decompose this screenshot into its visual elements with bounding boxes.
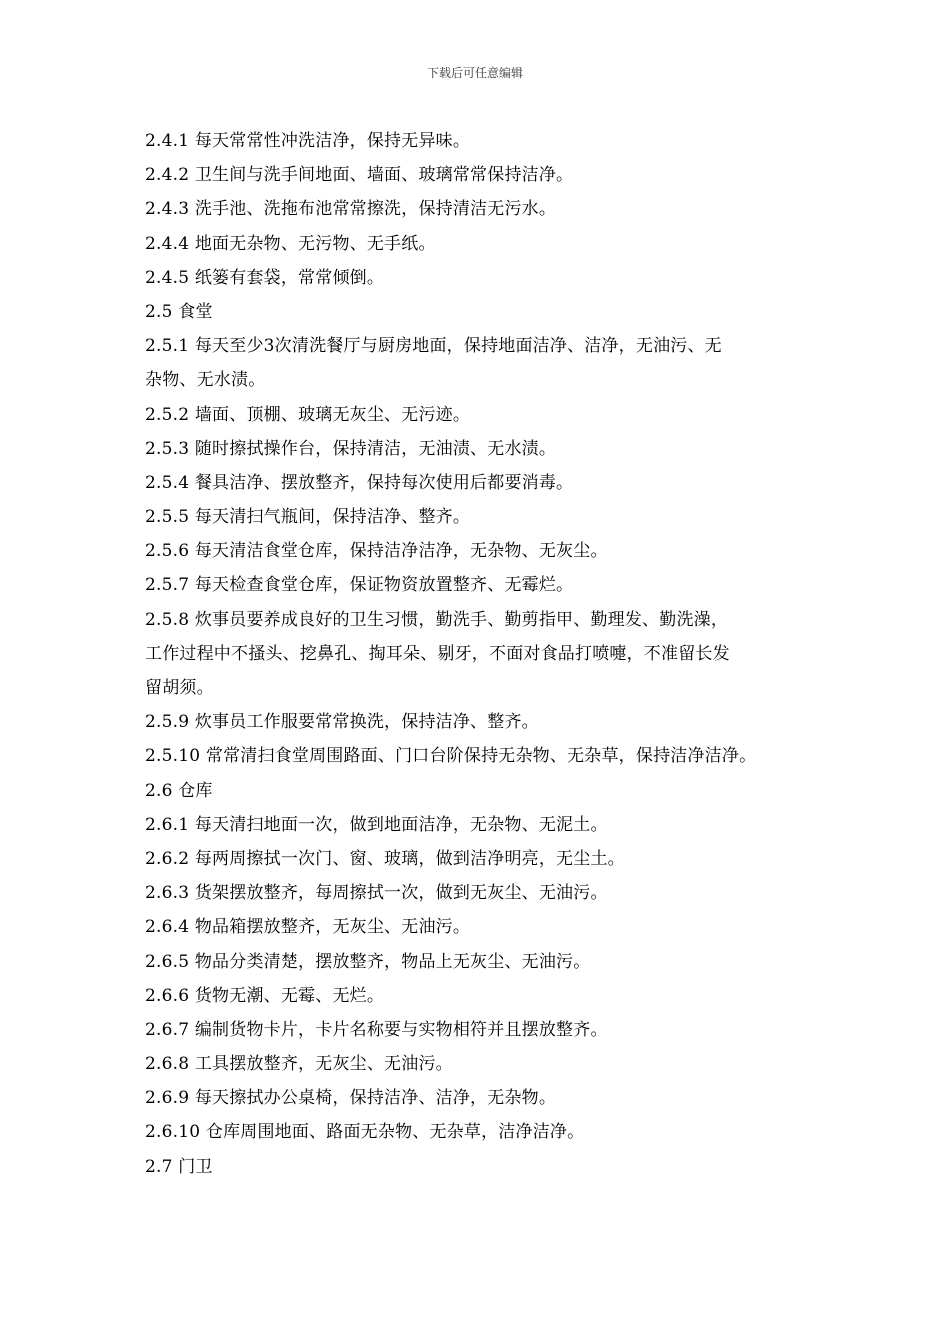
- text-line: 2.6.7 编制货物卡片，卡片名称要与实物相符并且摆放整齐。: [145, 1019, 608, 1040]
- text-line: 2.4.4 地面无杂物、无污物、无手纸。: [145, 233, 436, 254]
- document-body: [145, 124, 825, 1184]
- text-line: 2.4.2 卫生间与洗手间地面、墙面、玻璃常常保持洁净。: [145, 165, 574, 186]
- text-line: 2.5.4 餐具洁净、摆放整齐，保持每次使用后都要消毒。: [145, 472, 574, 493]
- text-line: 2.5.3 随时擦拭操作台，保持清洁，无油渍、无水渍。: [145, 438, 557, 459]
- text-line: 2.5.2 墙面、顶棚、玻璃无灰尘、无污迹。: [145, 404, 471, 425]
- text-line: 2.6.4 物品箱摆放整齐，无灰尘、无油污。: [145, 917, 471, 938]
- text-line: 2.5.5 每天清扫气瓶间，保持洁净、整齐。: [145, 507, 471, 528]
- header-note: 下载后可任意编辑: [426, 66, 523, 80]
- text-line: 2.6.10 仓库周围地面、路面无杂物、无杂草，洁净洁净。: [145, 1122, 585, 1143]
- text-line: 2.4.5 纸篓有套袋，常常倾倒。: [145, 267, 385, 288]
- text-line: 2.5.10 常常清扫食堂周围路面、门口台阶保持无杂物、无杂草，保持洁净洁净。: [145, 746, 757, 767]
- text-line: 2.6.9 每天擦拭办公桌椅，保持洁净、洁净，无杂物。: [145, 1088, 557, 1109]
- text-line: 2.4.1 每天常常性冲洗洁净，保持无异味。: [145, 131, 471, 151]
- text-line: 杂物、无水渍。: [145, 370, 266, 391]
- text-line: 工作过程中不搔头、挖鼻孔、掏耳朵、剔牙，不面对食品打喷嚏，不准留长发: [145, 643, 730, 664]
- text-line: 2.6.5 物品分类清楚，摆放整齐，物品上无灰尘、无油污。: [145, 951, 591, 972]
- text-line: 2.5.9 炊事员工作服要常常换洗，保持洁净、整齐。: [145, 712, 539, 733]
- text-line: 2.6.8 工具摆放整齐，无灰尘、无油污。: [145, 1054, 453, 1075]
- text-line: 2.5.1 每天至少3次清洗餐厅与厨房地面，保持地面洁净、洁净，无油污、无: [145, 336, 722, 357]
- text-line: 2.6.1 每天清扫地面一次，做到地面洁净，无杂物、无泥土。: [145, 814, 608, 835]
- text-line: 2.5.7 每天检查食堂仓库，保证物资放置整齐、无霉烂。: [145, 575, 574, 596]
- text-line: 2.5.6 每天清洁食堂仓库，保持洁净洁净，无杂物、无灰尘。: [145, 541, 608, 562]
- section-heading: 2.7 门卫: [145, 1156, 213, 1177]
- text-line: 2.5.8 炊事员要养成良好的卫生习惯，勤洗手、勤剪指甲、勤理发、勤洗澡，: [145, 609, 729, 630]
- section-heading: 2.5 食堂: [145, 301, 213, 322]
- text-line: 2.6.2 每两周擦拭一次门、窗、玻璃，做到洁净明亮，无尘土。: [145, 848, 625, 869]
- section-heading: 2.6 仓库: [145, 780, 213, 801]
- text-line: 2.6.3 货架摆放整齐，每周擦拭一次，做到无灰尘、无油污。: [145, 883, 608, 904]
- text-line: 2.6.6 货物无潮、无霉、无烂。: [145, 985, 385, 1006]
- text-line: 2.4.3 洗手池、洗拖布池常常擦洗，保持清洁无污水。: [145, 199, 557, 220]
- text-line: 留胡须。: [145, 678, 214, 698]
